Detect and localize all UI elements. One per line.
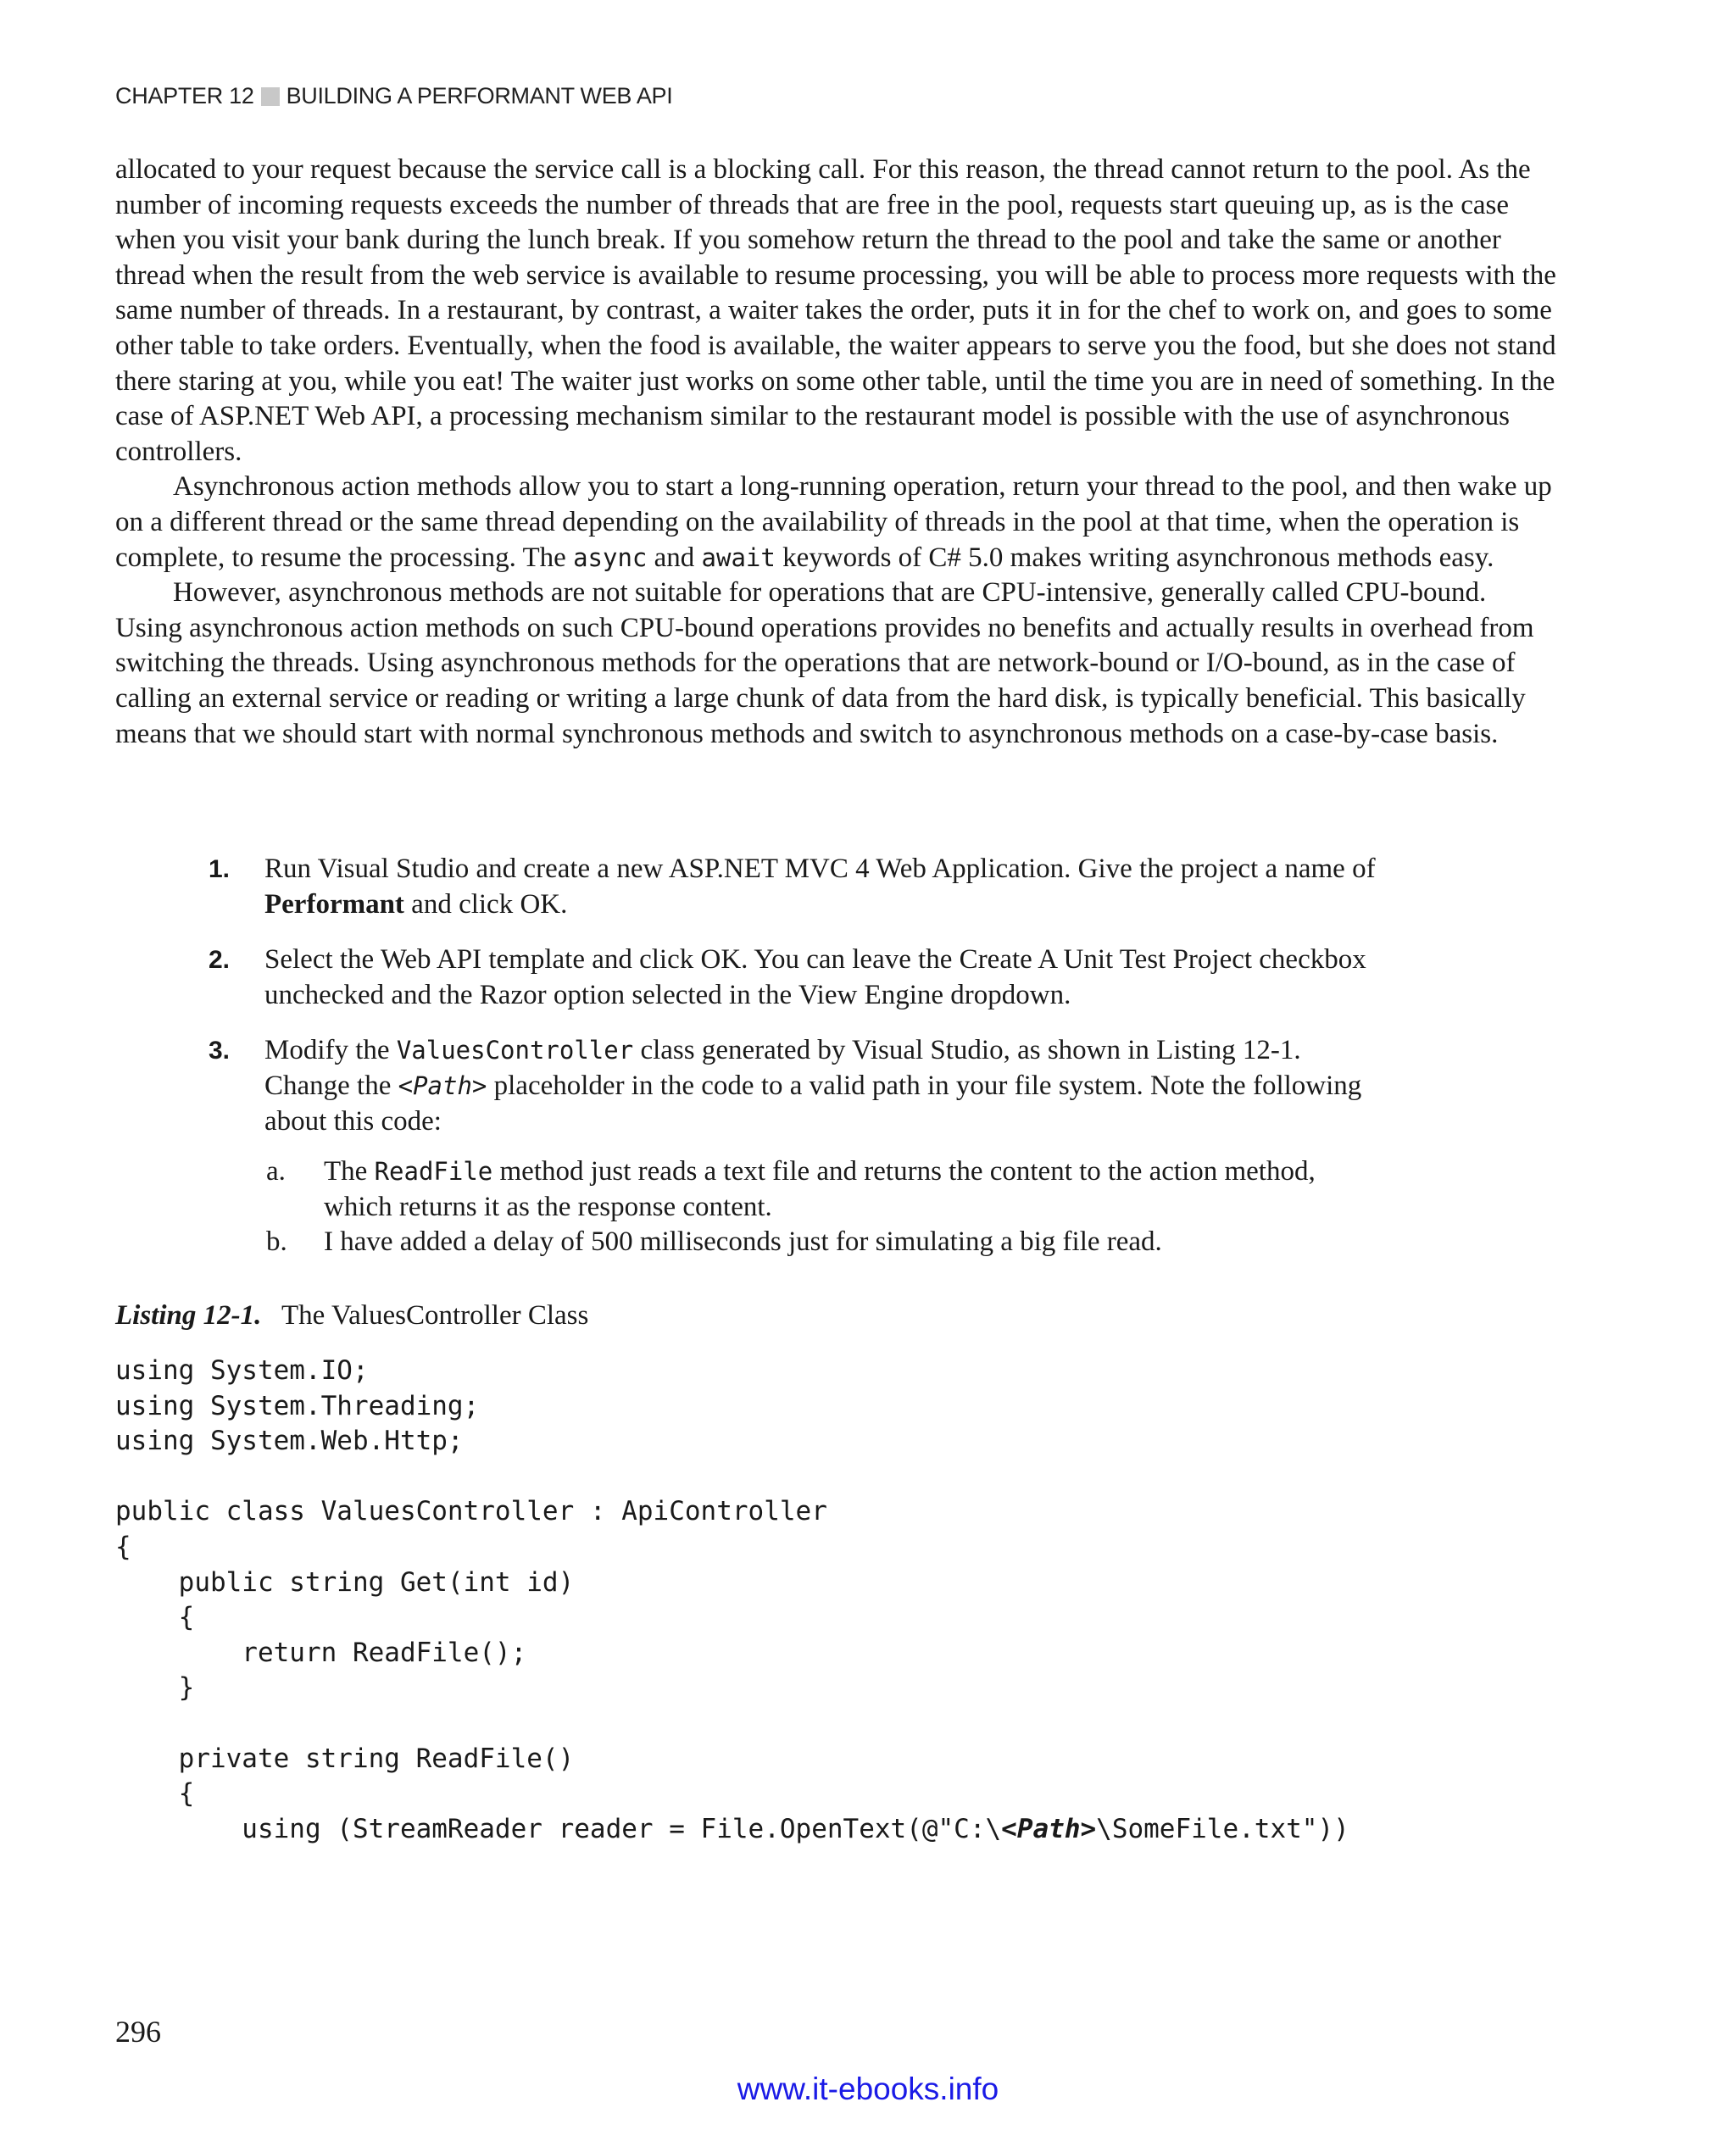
inline-code-readfile: ReadFile — [374, 1157, 493, 1187]
code-path-placeholder: <Path> — [1001, 1813, 1097, 1844]
body-text — [115, 153, 1556, 752]
numbered-steps — [115, 852, 1387, 1281]
code-tail: \SomeFile.txt")) — [1096, 1813, 1349, 1844]
inline-code-path: <Path> — [398, 1070, 487, 1100]
p2-text-a: Asynchronous action methods allow you to start a long-running operation, return your thread to the pool, and then wake up on a different thread or the same thread depending on the availability of threads in the pool at that time, when the operation is complete, to resume the processing. The — [115, 471, 1552, 573]
chapter-label: CHAPTER 12 — [115, 83, 254, 108]
step-2 — [115, 943, 1387, 1013]
paragraph-3: However, asynchronous methods are not suitable for operations that are CPU-intensive, generally called CPU-bound. Using asynchronous action methods on such CPU-bound operations provides no benefits and actually results in overhead from switching the threads. Using asynchronous methods for the operations that are network-bound or I/O-bound, as in the case of calling an external service or reading or writing a large chunk of data from the hard disk, is typically beneficial. This basically means that we should start with normal synchronous methods and switch to asynchronous methods on a case-by-case basis. — [115, 577, 1534, 749]
step-3 — [115, 1033, 1387, 1260]
sub-step-letter: a. — [266, 1156, 286, 1187]
running-header — [115, 83, 672, 109]
step-number: 3. — [209, 1037, 231, 1065]
sub-step-text: I have added a delay of 500 milliseconds just for simulating a big file read. — [324, 1226, 1162, 1258]
sub-steps — [264, 1154, 1387, 1260]
inline-code-async: async — [573, 542, 648, 572]
p2-text-b: and — [647, 542, 702, 573]
listing-label: Listing 12-1. — [115, 1300, 262, 1331]
step-text: Modify the — [264, 1035, 397, 1066]
code-body: using System.IO; using System.Threading; using System.Web.Http; public class ValuesController : ApiController { public string Get(int id) { return ReadFile(); } private string ReadFile() { using (StreamReader reader = File.OpenText(@"C:\ — [115, 1355, 1002, 1844]
listing-title: The ValuesController Class — [281, 1300, 589, 1331]
page-number: 296 — [115, 2015, 161, 2049]
paragraph-1: allocated to your request because the service call is a blocking call. For this reason, the thread cannot return to the pool. As the number of incoming requests exceeds the number of threads that are free in the pool, requests start queuing up, as is the case when you visit your bank during the lunch break. If you somehow return the thread to the pool and take the same or another thread when the result from the web service is available to resume processing, you will be able to process more requests with the same number of threads. In a restaurant, by contrast, a waiter takes the order, puts it in for the chef to work on, and goes to some other table to take orders. Eventually, when the food is available, the waiter appears to serve you the food, but she does not stand there staring at you, while you eat! The waiter just works on some other table, until the time you are in need of something. In the case of ASP.NET Web API, a processing mechanism similar to the restaurant model is possible with the use of asynchronous controllers. — [115, 154, 1556, 467]
chapter-title: BUILDING A PERFORMANT WEB API — [286, 83, 673, 108]
paragraph-2 — [115, 470, 1556, 576]
step-number: 1. — [209, 855, 231, 883]
footer-link[interactable]: www.it-ebooks.info — [737, 2071, 999, 2106]
code-listing — [115, 1354, 1349, 1847]
step-text: placeholder in the code to a valid path in your file system. Note the following about this code: — [264, 1070, 1362, 1137]
sub-step-a — [115, 1154, 1387, 1225]
step-text: Select the Web API template and click OK. You can leave the Create A Unit Test Project checkbox unchecked and the Razor option selected in the View Engine dropdown. — [264, 944, 1366, 1010]
step-text: and click OK. — [403, 888, 568, 920]
p2-text-c: keywords of C# 5.0 makes writing asynchronous methods easy. — [775, 542, 1494, 573]
step-1 — [115, 852, 1387, 922]
sub-step-b — [115, 1225, 1387, 1260]
inline-code-valuescontroller: ValuesController — [396, 1036, 634, 1065]
sub-step-letter: b. — [266, 1226, 287, 1258]
sub-step-text: The — [324, 1156, 375, 1187]
step-text: Run Visual Studio and create a new ASP.NET MVC 4 Web Application. Give the project a name of — [264, 854, 1376, 884]
step-number: 2. — [209, 946, 231, 975]
step-text: class generated by Visual Studio, as shown in Listing 12-1. Change the — [264, 1035, 1301, 1101]
project-name: Performant — [264, 888, 404, 920]
inline-code-await: await — [701, 542, 776, 572]
header-square-icon — [261, 87, 280, 106]
sub-step-text: method just reads a text file and returns the content to the action method, which returns it as the response content. — [324, 1156, 1316, 1222]
listing-caption — [115, 1300, 588, 1332]
